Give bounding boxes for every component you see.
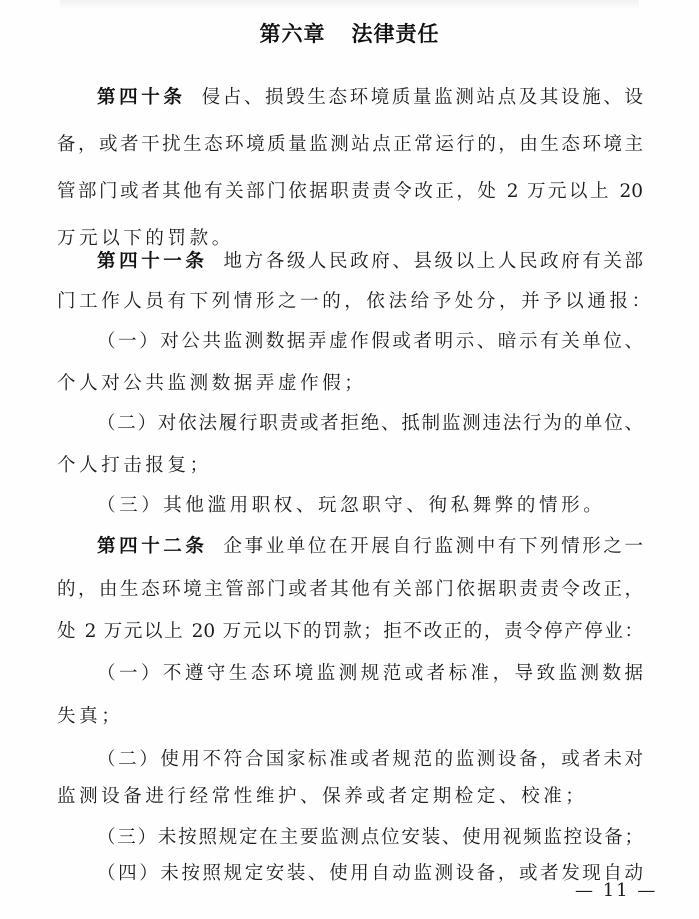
article-41-item-3: （三）其他滥用职权、玩忽职守、徇私舞弊的情形。	[97, 495, 606, 516]
article-42-item-1-cont: 失真；	[57, 706, 124, 727]
chapter-title	[0, 18, 699, 48]
scan-shadow	[60, 0, 639, 10]
article-40-line-2: 备，或者干扰生态环境质量监测站点正常运行的，由生态环境主	[57, 134, 643, 155]
article-42-item-1: （一）不遵守生态环境监测规范或者标准，导致监测数据	[97, 663, 643, 684]
article-40-line-1: 第四十条 侵占、损毁生态环境质量监测站点及其设施、设	[97, 87, 643, 108]
article-42-item-4: （四）未按照规定安装、使用自动监测设备，或者发现自动	[97, 863, 643, 884]
article-41-item-2-cont: 个人打击报复；	[57, 455, 212, 476]
article-heading: 第四十二条	[97, 536, 208, 557]
article-41-item-1: （一）对公共监测数据弄虚作假或者明示、暗示有关单位、	[97, 331, 643, 352]
article-41-line-1: 第四十一条 地方各级人民政府、县级以上人民政府有关部	[97, 251, 643, 272]
page-number: — 11 —	[575, 880, 658, 901]
article-42-line-1: 第四十二条 企事业单位在开展自行监测中有下列情形之一	[97, 536, 643, 557]
article-heading: 第四十一条	[97, 251, 208, 272]
article-42-item-3: （三）未按照规定在主要监测点位安装、使用视频监控设备；	[97, 827, 643, 848]
article-40-line-4: 万元以下的罚款。	[57, 228, 234, 249]
article-42-item-2: （二）使用不符合国家标准或者规范的监测设备，或者未对	[97, 749, 643, 770]
article-42-line-3: 处 2 万元以上 20 万元以下的罚款；拒不改正的，责令停产停业：	[57, 621, 643, 642]
article-41-item-2: （二）对依法履行职责或者拒绝、抵制监测违法行为的单位、	[97, 413, 643, 434]
chapter-number: 第六章	[259, 22, 326, 46]
chapter-name: 法律责任	[351, 22, 440, 46]
article-40-line-3: 管部门或者其他有关部门依据职责责令改正，处 2 万元以上 20	[57, 181, 643, 202]
article-41-line-2: 门工作人员有下列情形之一的，依法给予处分，并予以通报：	[57, 291, 654, 312]
article-41-item-1-cont: 个人对公共监测数据弄虚作假；	[57, 373, 367, 394]
article-42-line-2: 的，由生态环境主管部门或者其他有关部门依据职责责令改正，	[57, 579, 643, 600]
article-heading: 第四十条	[97, 87, 186, 108]
article-42-item-2-cont: 监测设备进行经常性维护、保养或者定期检定、校准；	[57, 786, 588, 807]
